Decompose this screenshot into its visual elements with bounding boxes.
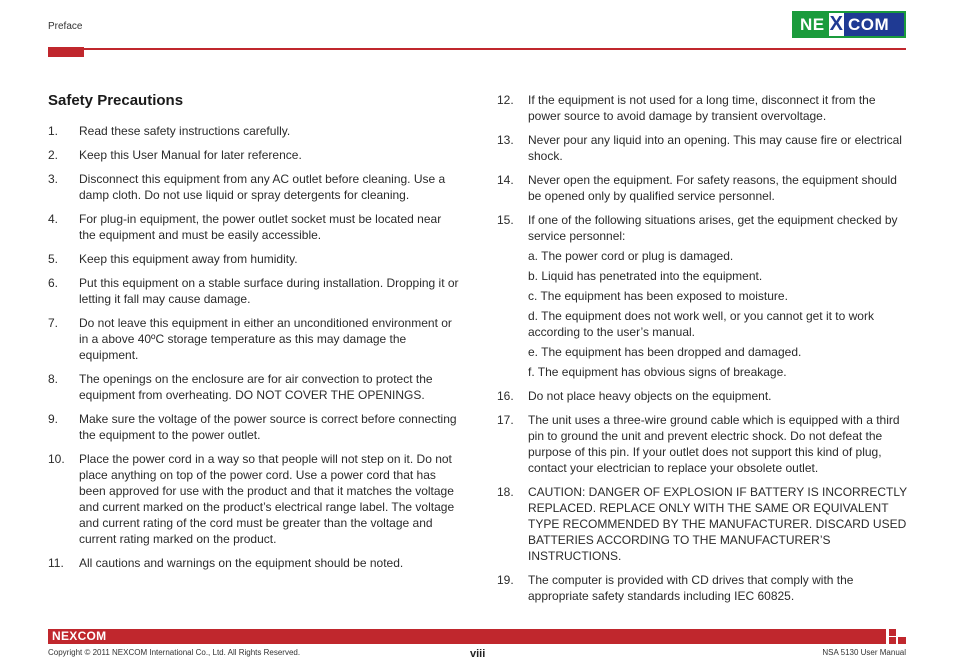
item-number: 16. [497,389,514,403]
item-number: 9. [48,412,59,426]
sub-list-item: f. The equipment has obvious signs of breakage. [528,365,787,379]
item-number: 12. [497,93,514,107]
logo-x-text: X [829,13,843,35]
list-item [48,251,460,267]
sub-list [528,248,909,380]
list-item [48,123,460,139]
item-number: 1. [48,124,59,138]
item-text: Never pour any liquid into an opening. This may cause fire or electrical shock. [528,133,902,163]
left-column [48,92,460,579]
item-text: Disconnect this equipment from any AC outlet before cleaning. Use a damp cloth. Do not use liquid or spray detergents for cleaning. [79,172,446,202]
item-number: 10. [48,452,65,466]
list-item [48,315,460,363]
footer-bar [48,629,886,644]
copyright-text: Copyright © 2011 NEXCOM International Co., Ltd. All Rights Reserved. [48,648,301,657]
list-item [497,572,909,604]
item-text: CAUTION: DANGER OF EXPLOSION IF BATTERY IS INCORRECTLY REPLACED. REPLACE ONLY WITH THE SAME OR EQUIVALENT TYPE RECOMMENDED BY THE MANUFACTURER. DISCARD USED BATTERIES ACCORDING TO THE MANUFACTURER’S INSTRUCTIONS. [528,485,907,563]
list-item [48,371,460,403]
right-column [497,92,909,612]
item-text: Do not leave this equipment in either an unconditioned environment or in a above 40ºC storage temperature as this may damage the equipment. [79,316,452,362]
item-text: If one of the following situations arises, get the equipment checked by service personnel: [528,213,898,243]
item-text: For plug-in equipment, the power outlet socket must be located near the equipment and must be easily accessible. [79,212,442,242]
item-number: 3. [48,172,59,186]
logo-left-text: NE [794,13,829,36]
list-item [497,92,909,124]
sub-list-item: e. The equipment has been dropped and damaged. [528,345,802,359]
item-text: Never open the equipment. For safety reasons, the equipment should be opened only by qualified service personnel. [528,173,897,203]
sub-list-item: a. The power cord or plug is damaged. [528,249,734,263]
item-text: Do not place heavy objects on the equipment. [528,389,772,403]
list-item [48,211,460,243]
item-number: 19. [497,573,514,587]
list-item [497,212,909,380]
item-number: 6. [48,276,59,290]
list-item [48,451,460,547]
sub-list-item: c. The equipment has been exposed to moisture. [528,289,788,303]
item-number: 17. [497,413,514,427]
page-heading: Safety Precautions [48,92,184,109]
item-number: 11. [48,556,64,570]
list-item [497,388,909,404]
item-text: The unit uses a three-wire ground cable which is equipped with a third pin to ground the unit and prevent electric shock. Do not defeat the purpose of this pin. If your outlet does not support this kind of plug, contact your electrician to replace your obsolete outlet. [528,413,900,475]
item-text: Keep this User Manual for later reference. [79,148,302,162]
item-number: 15. [497,213,514,227]
precautions-list-right [497,92,909,604]
list-item [48,555,460,571]
item-text: Place the power cord in a way so that people will not step on it. Do not place anything on top of the power cord. Use a power cord that has been approved for use with the product and that it matches the voltage and current marked on the product’s electrical range label. The voltage and current rating of the cord must be greater than the voltage and current rating marked on the product. [79,452,455,546]
footer-logo: NEXCOM [52,629,107,643]
item-text: Make sure the voltage of the power source is correct before connecting the equipment to the power outlet. [79,412,457,442]
item-text: Put this equipment on a stable surface during installation. Dropping it or letting it fall may cause damage. [79,276,459,306]
list-item [497,172,909,204]
list-item [497,484,909,564]
item-text: The computer is provided with CD drives that comply with the appropriate safety standards including IEC 60825. [528,573,854,603]
list-item [497,412,909,476]
item-number: 7. [48,316,59,330]
footer-squares-icon [889,629,906,644]
logo-right-text: COM [844,13,904,36]
item-number: 8. [48,372,59,386]
item-number: 4. [48,212,59,226]
nexcom-logo [792,11,906,38]
list-item [48,171,460,203]
item-number: 14. [497,173,514,187]
sub-list-item: b. Liquid has penetrated into the equipment. [528,269,763,283]
item-number: 13. [497,133,514,147]
precautions-list-left [48,123,460,571]
item-text: Keep this equipment away from humidity. [79,252,298,266]
header-rule-block [48,47,84,57]
item-text: Read these safety instructions carefully. [79,124,291,138]
list-item [48,411,460,443]
list-item [48,147,460,163]
section-label: Preface [48,21,83,32]
list-item [48,275,460,307]
header-rule [84,48,906,50]
item-number: 18. [497,485,514,499]
item-number: 2. [48,148,59,162]
sub-list-item: d. The equipment does not work well, or you cannot get it to work according to the user’s manual. [528,309,874,339]
list-item [497,132,909,164]
item-text: If the equipment is not used for a long time, disconnect it from the power source to avoid damage by transient overvoltage. [528,93,876,123]
item-text: All cautions and warnings on the equipment should be noted. [79,556,404,570]
page-number: viii [470,648,486,660]
item-text: The openings on the enclosure are for air convection to protect the equipment from overheating. DO NOT COVER THE OPENINGS. [79,372,433,402]
manual-name: NSA 5130 User Manual [822,648,906,657]
item-number: 5. [48,252,59,266]
